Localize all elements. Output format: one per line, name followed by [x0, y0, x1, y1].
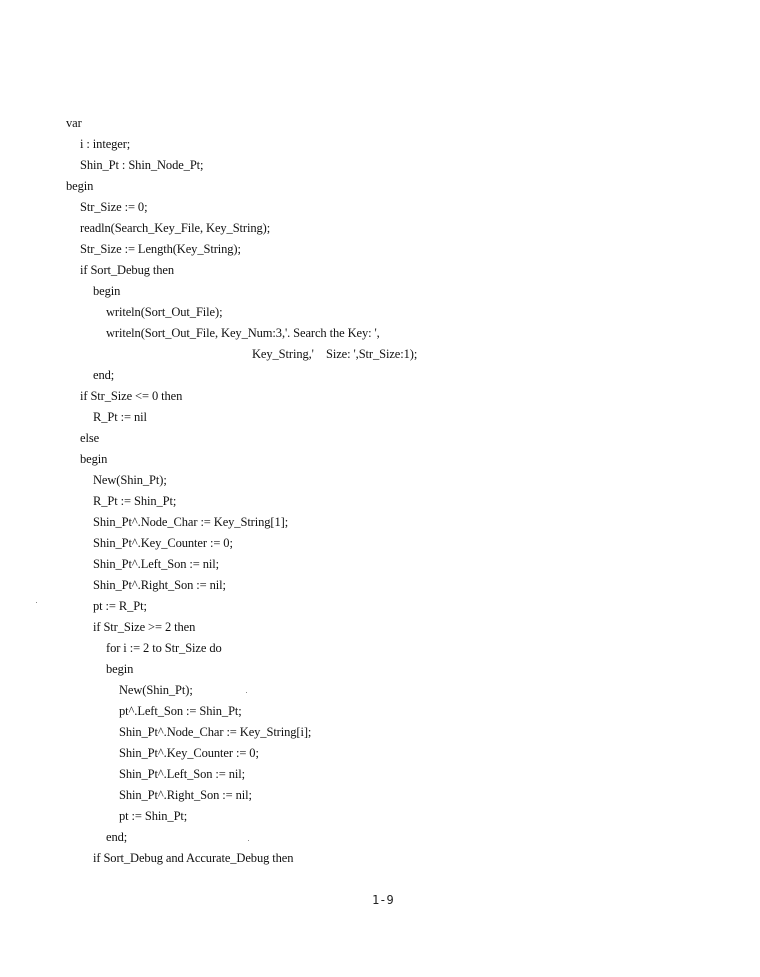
code-line: Shin_Pt^.Left_Son := nil; [119, 767, 246, 781]
scan-speck [246, 692, 247, 693]
code-line: if Sort_Debug and Accurate_Debug then [93, 851, 294, 865]
code-line: Size: ',Str_Size:1); [326, 347, 418, 361]
code-line: Key_String,' [252, 347, 314, 361]
code-line: readln(Search_Key_File, Key_String); [80, 221, 271, 235]
code-line: R_Pt := nil [93, 410, 147, 424]
code-line: Shin_Pt^.Left_Son := nil; [93, 557, 220, 571]
scan-speck [248, 840, 249, 841]
code-line: New(Shin_Pt); [93, 473, 167, 487]
code-line: Shin_Pt^.Node_Char := Key_String[i]; [119, 725, 312, 739]
code-line: for i := 2 to Str_Size do [106, 641, 222, 655]
code-line: if Str_Size <= 0 then [80, 389, 183, 403]
code-line: writeln(Sort_Out_File); [106, 305, 223, 319]
code-line: New(Shin_Pt); [119, 683, 193, 697]
code-line: Shin_Pt^.Right_Son := nil; [93, 578, 226, 592]
code-line: Shin_Pt^.Key_Counter := 0; [119, 746, 259, 760]
page-number: 1-9 [372, 893, 394, 907]
code-line: Shin_Pt : Shin_Node_Pt; [80, 158, 204, 172]
code-line: Str_Size := 0; [80, 200, 148, 214]
code-line: pt := Shin_Pt; [119, 809, 188, 823]
code-line: Str_Size := Length(Key_String); [80, 242, 241, 256]
code-line: begin [66, 179, 94, 193]
code-line: Shin_Pt^.Right_Son := nil; [119, 788, 252, 802]
code-line: var [66, 116, 82, 130]
code-line: begin [80, 452, 108, 466]
code-line: if Str_Size >= 2 then [93, 620, 196, 634]
scan-speck [36, 602, 37, 603]
code-line: else [80, 431, 100, 445]
code-line: writeln(Sort_Out_File, Key_Num:3,'. Search the Key: ', [106, 326, 380, 340]
code-line: R_Pt := Shin_Pt; [93, 494, 177, 508]
code-line: Shin_Pt^.Key_Counter := 0; [93, 536, 233, 550]
code-line: i : integer; [80, 137, 131, 151]
code-line: begin [93, 284, 121, 298]
code-line: pt^.Left_Son := Shin_Pt; [119, 704, 242, 718]
code-line: pt := R_Pt; [93, 599, 147, 613]
code-line: end; [93, 368, 115, 382]
code-line: begin [106, 662, 134, 676]
code-line: if Sort_Debug then [80, 263, 175, 277]
code-line: Shin_Pt^.Node_Char := Key_String[1]; [93, 515, 289, 529]
code-line: end; [106, 830, 128, 844]
